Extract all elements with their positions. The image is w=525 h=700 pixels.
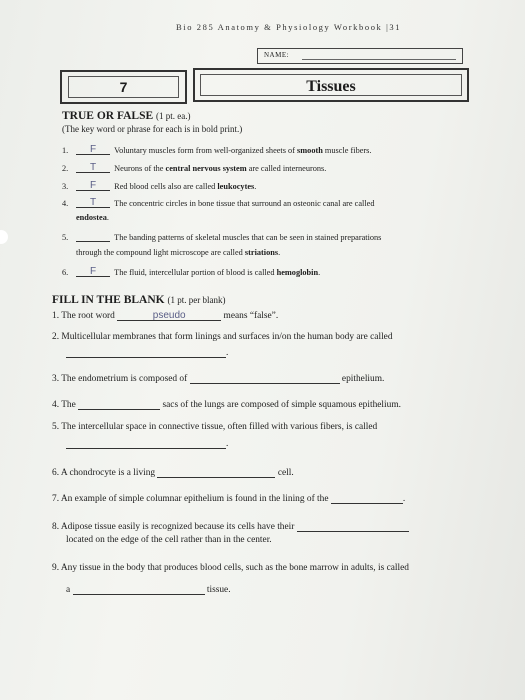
tf-item-1 xyxy=(62,144,371,155)
fb-answer-blank[interactable] xyxy=(78,398,160,410)
name-label: NAME: xyxy=(264,51,290,59)
tf-answer: T xyxy=(89,197,97,208)
fb-answer-blank[interactable] xyxy=(297,520,409,532)
chapter-title: Tissues xyxy=(306,78,356,95)
fb-answer-blank[interactable] xyxy=(66,437,229,449)
fill-blank-title: FILL IN THE BLANK xyxy=(52,294,165,306)
fb-text-end: . xyxy=(226,439,229,449)
fb-answer-blank[interactable] xyxy=(117,309,221,321)
tf-answer-blank[interactable] xyxy=(76,144,110,155)
tf-answer-blank[interactable] xyxy=(76,180,110,191)
tf-answer: T xyxy=(89,162,97,173)
tf-number: 5. xyxy=(62,233,69,242)
tf-number: 4. xyxy=(62,199,69,208)
tf-keyword: smooth xyxy=(297,146,323,155)
fb-question-8 xyxy=(52,520,409,532)
fb-question-6 xyxy=(52,466,294,478)
tf-keyword: central nervous system xyxy=(165,164,247,173)
tf-answer: F xyxy=(89,180,97,191)
tf-item-6 xyxy=(62,266,320,277)
fb-text-end: tissue. xyxy=(206,585,231,595)
tf-text-end: . xyxy=(278,248,281,257)
tf-keyword: striations xyxy=(244,248,279,257)
fb-text: 8. Adipose tissue easily is recognized because its cells have their xyxy=(52,522,295,532)
chapter-title-inner xyxy=(200,74,462,96)
fb-question-9-continued xyxy=(66,583,231,595)
fb-answer-blank[interactable] xyxy=(190,372,340,384)
fb-question-4 xyxy=(52,398,401,410)
tf-keyword: leukocytes xyxy=(217,182,255,191)
tf-answer-blank[interactable] xyxy=(76,197,110,208)
fb-text-end: . xyxy=(402,494,406,504)
tf-text-end: are called interneurons. xyxy=(246,164,327,173)
fb-text-end: cell. xyxy=(277,468,294,478)
fb-text-end: means “false”. xyxy=(223,311,279,321)
fb-text: 1. The root word xyxy=(52,311,115,321)
tf-text-end: muscle fibers. xyxy=(322,146,372,155)
fb-text: 3. The endometrium is composed of xyxy=(52,374,188,384)
name-box xyxy=(257,48,463,64)
fb-question-2: 2. Multicellular membranes that form linings and surfaces in/on the human body are called xyxy=(52,332,393,342)
workbook-header: Bio 285 Anatomy & Physiology Workbook |31 xyxy=(176,22,402,32)
true-false-subtitle: (The key word or phrase for each is in bold print.) xyxy=(62,124,243,134)
tf-item-4-continued xyxy=(76,213,109,222)
fb-question-7 xyxy=(52,492,405,504)
punch-hole xyxy=(0,230,8,244)
tf-item-2 xyxy=(62,162,326,173)
tf-keyword: endostea xyxy=(76,213,107,222)
fb-answer: pseudo xyxy=(152,310,186,321)
fb-question-8-continued: located on the edge of the cell rather than in the center. xyxy=(66,535,272,545)
tf-item-3 xyxy=(62,180,256,191)
tf-item-5 xyxy=(62,231,381,242)
tf-text-end: . xyxy=(254,182,257,191)
tf-number: 2. xyxy=(62,164,69,173)
fb-text: a xyxy=(66,585,71,595)
tf-text: Red blood cells also are called xyxy=(114,182,218,191)
tf-item-5-continued xyxy=(76,248,280,257)
fb-answer-blank[interactable] xyxy=(157,466,275,478)
fb-question-9: 9. Any tissue in the body that produces blood cells, such as the bone marrow in adults, is called xyxy=(52,563,409,573)
fb-text: 6. A chondrocyte is a living xyxy=(52,468,156,478)
fb-answer-blank[interactable] xyxy=(73,583,205,595)
tf-text-end: . xyxy=(106,213,109,222)
fill-blank-points: (1 pt. per blank) xyxy=(167,295,226,305)
tf-item-4 xyxy=(62,197,374,208)
fb-question-1 xyxy=(52,309,278,321)
fb-question-2-continued xyxy=(66,346,228,358)
fill-blank-heading xyxy=(52,294,225,306)
tf-text: Voluntary muscles form from well-organized sheets of xyxy=(114,146,298,155)
tf-answer-blank[interactable] xyxy=(76,266,110,277)
tf-text: The fluid, intercellular portion of blood is called xyxy=(114,268,277,277)
fb-text-end: epithelium. xyxy=(341,374,385,384)
tf-answer: F xyxy=(89,144,97,155)
fb-text: 7. An example of simple columnar epithelium is found in the lining of the xyxy=(52,494,329,504)
fb-answer-blank[interactable] xyxy=(331,492,406,504)
name-field[interactable] xyxy=(302,59,456,60)
fb-text-end: sacs of the lungs are composed of simple squamous epithelium. xyxy=(162,400,401,410)
true-false-heading xyxy=(62,110,191,122)
fb-question-5-continued xyxy=(66,437,228,449)
chapter-title-box xyxy=(193,68,469,102)
tf-text: Neurons of the xyxy=(114,164,166,173)
fb-text: 4. The xyxy=(52,400,76,410)
tf-text: through the compound light microscope are called xyxy=(76,248,245,257)
tf-answer-blank[interactable] xyxy=(76,162,110,173)
tf-answer: F xyxy=(89,266,97,277)
tf-text: The banding patterns of skeletal muscles that can be seen in stained preparations xyxy=(114,233,382,242)
fb-question-5: 5. The intercellular space in connective tissue, often filled with various fibers, is called xyxy=(52,422,378,432)
fb-text-end: . xyxy=(226,348,229,358)
chapter-number: 7 xyxy=(119,79,128,95)
tf-number: 3. xyxy=(62,182,69,191)
true-false-points: (1 pt. ea.) xyxy=(156,111,191,121)
chapter-number-box xyxy=(60,70,187,104)
tf-answer-blank[interactable] xyxy=(76,231,110,242)
tf-text-end: . xyxy=(318,268,321,277)
true-false-title: TRUE OR FALSE xyxy=(62,110,154,122)
fb-question-3 xyxy=(52,372,384,384)
tf-text: The concentric circles in bone tissue that surround an osteonic canal are called xyxy=(114,199,375,208)
tf-keyword: hemoglobin xyxy=(276,268,319,277)
chapter-number-inner xyxy=(68,76,179,98)
fb-answer-blank[interactable] xyxy=(66,346,229,358)
tf-number: 6. xyxy=(62,268,69,277)
tf-number: 1. xyxy=(62,146,69,155)
